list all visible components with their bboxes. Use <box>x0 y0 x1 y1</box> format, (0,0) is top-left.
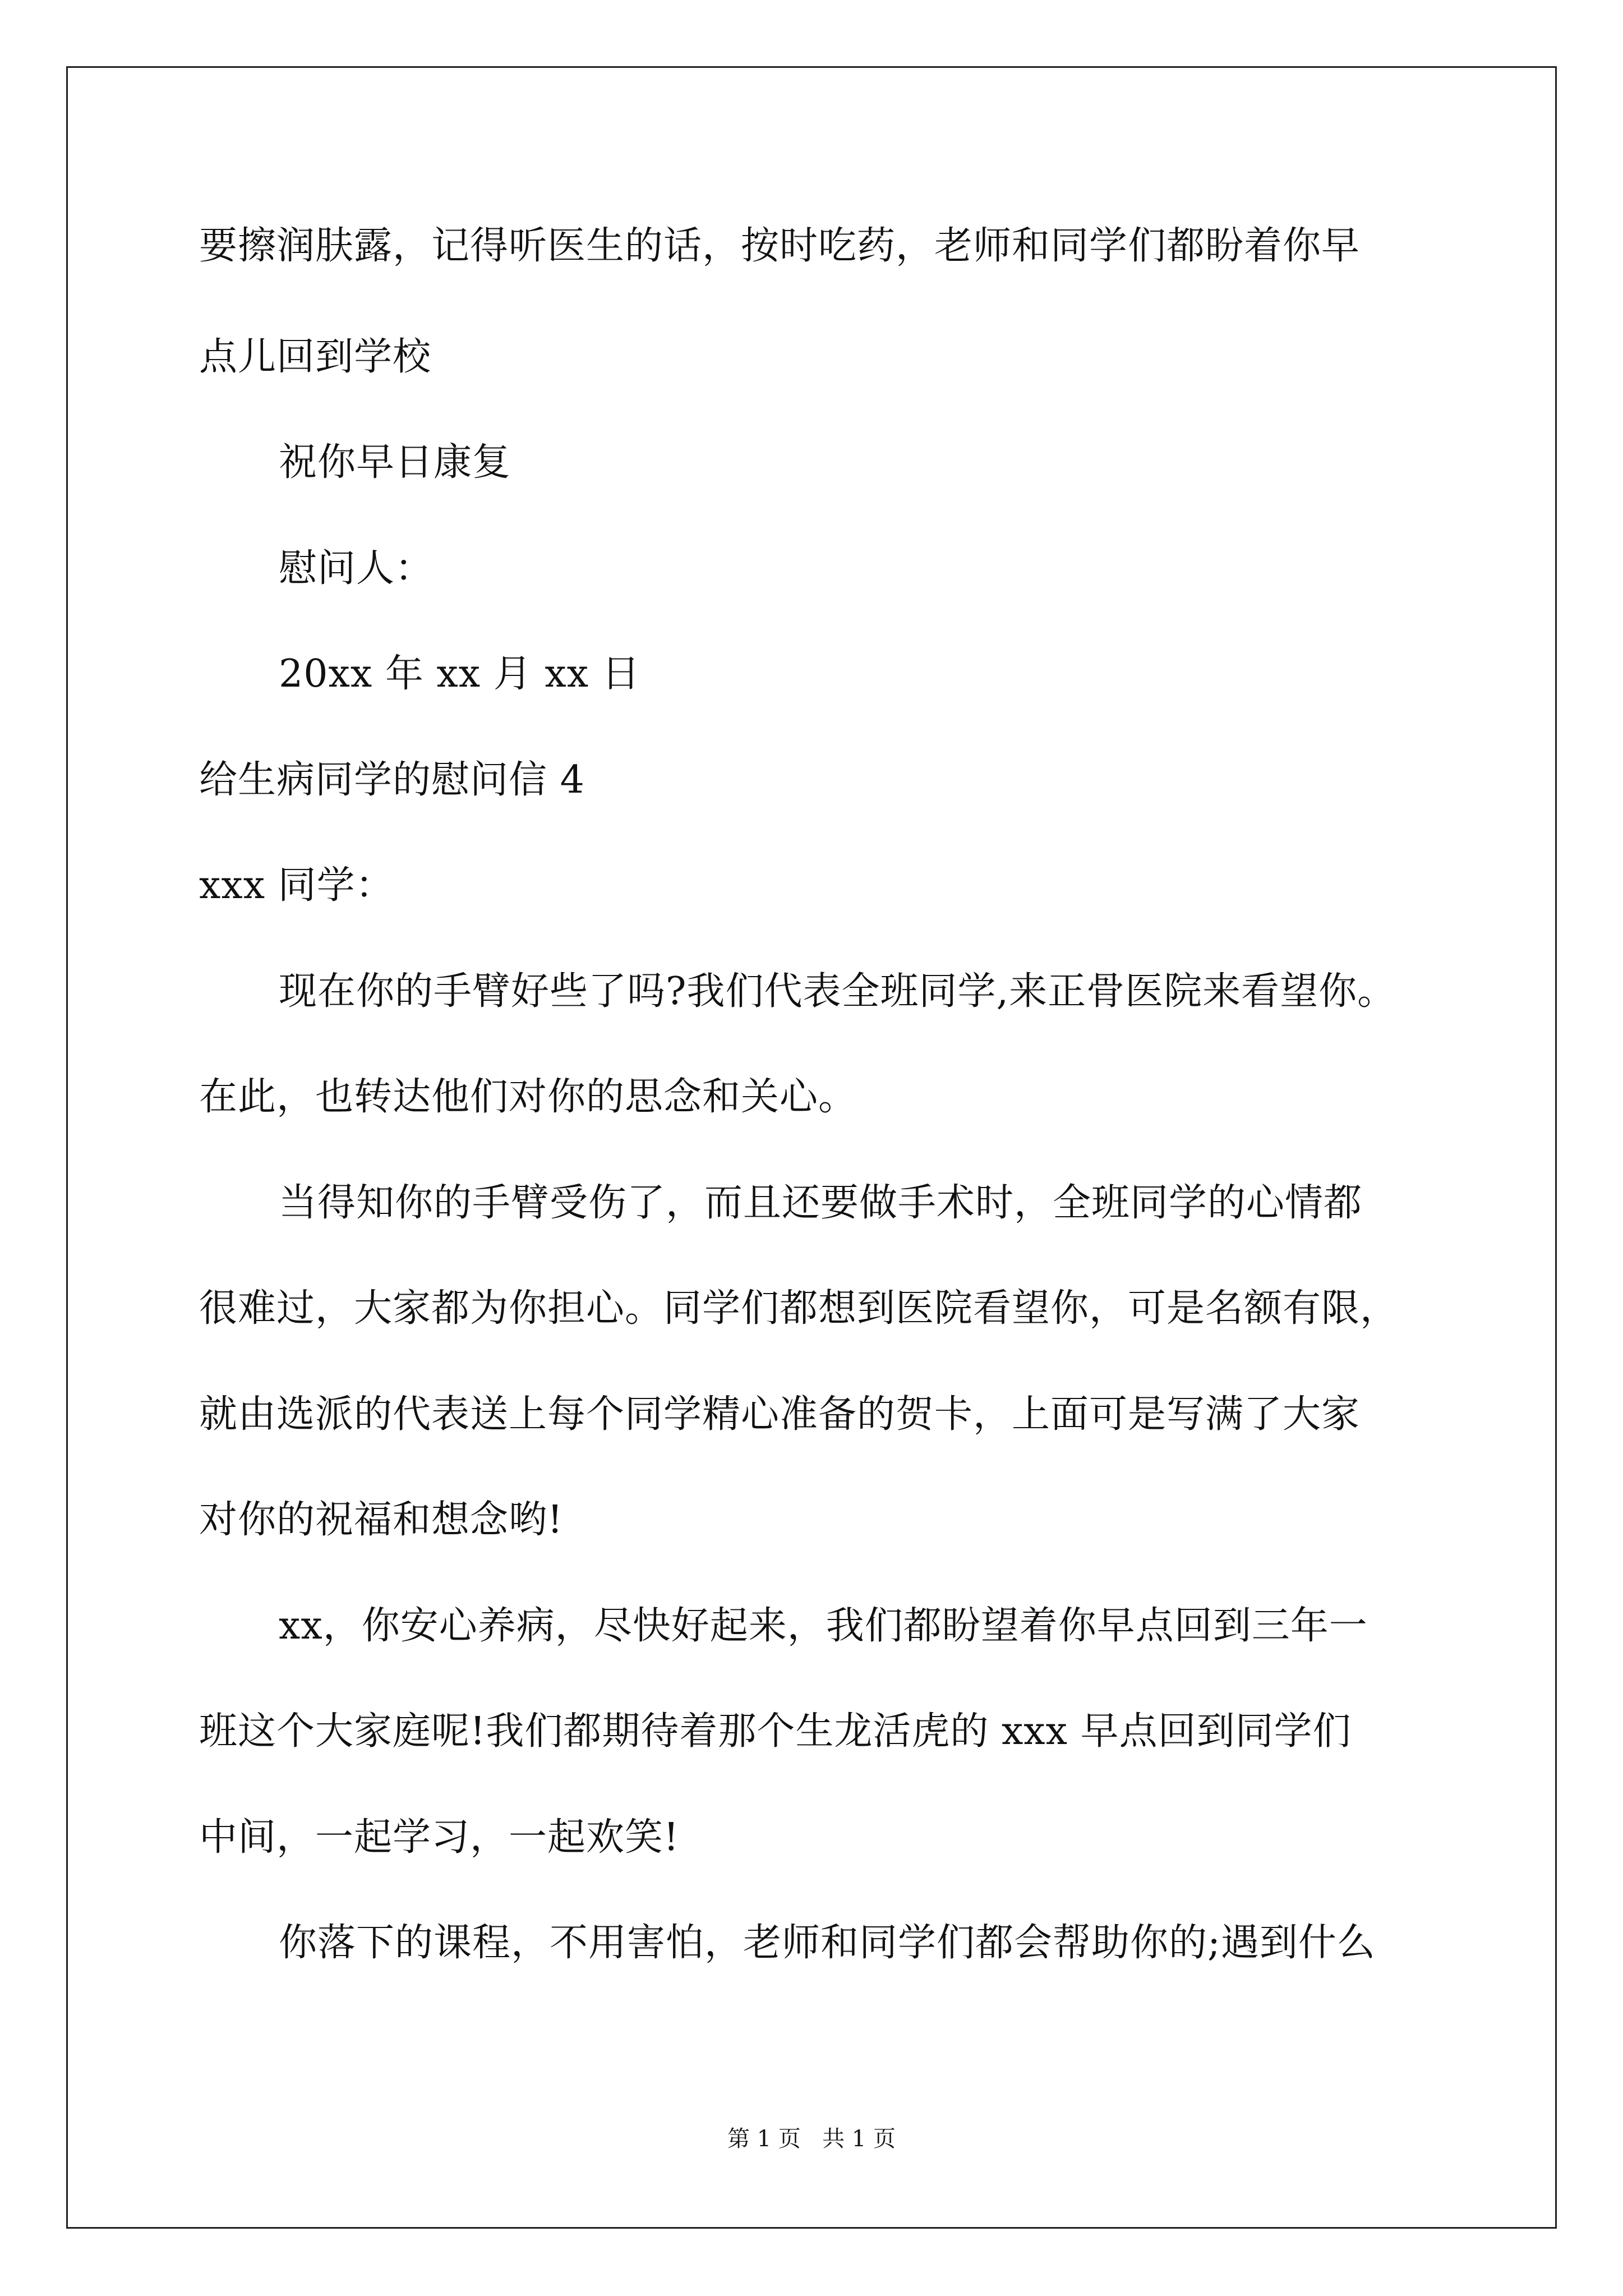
text-line: 中间，一起学习，一起欢笑! <box>199 1815 680 1860</box>
page-border <box>66 66 1557 2229</box>
text-line: 就由选派的代表送上每个同学精心准备的贺卡，上面可是写满了大家 <box>199 1392 1361 1437</box>
page-footer: 第 1 页 共 1 页 <box>727 2126 896 2152</box>
text-line: 20xx 年 xx 月 xx 日 <box>279 652 640 696</box>
text-line: 很难过，大家都为你担心。同学们都想到医院看望你，可是名额有限， <box>199 1286 1399 1331</box>
text-line: 在此，也转达他们对你的思念和关心。 <box>199 1075 857 1119</box>
text-line: 点儿回到学校 <box>199 335 432 379</box>
salutation: xxx 同学： <box>199 863 394 908</box>
text-line: 慰问人： <box>279 546 434 591</box>
text-line: xx，你安心养病，尽快好起来，我们都盼望着你早点回到三年一 <box>279 1604 1368 1648</box>
text-line: 要擦润肤露，记得听医生的话，按时吃药，老师和同学们都盼着你早 <box>199 224 1361 268</box>
section-heading: 给生病同学的慰问信 4 <box>199 758 585 802</box>
text-line: 祝你早日康复 <box>279 440 511 485</box>
text-line: 当得知你的手臂受伤了，而且还要做手术时，全班同学的心情都 <box>279 1181 1363 1225</box>
text-line: 现在你的手臂好些了吗?我们代表全班同学,来正骨医院来看望你。 <box>279 969 1396 1014</box>
text-line: 班这个大家庭呢!我们都期待着那个生龙活虎的 xxx 早点回到同学们 <box>199 1709 1352 1754</box>
text-line: 对你的祝福和想念哟! <box>199 1498 564 1542</box>
text-line: 你落下的课程，不用害怕，老师和同学们都会帮助你的;遇到什么 <box>279 1921 1376 1965</box>
